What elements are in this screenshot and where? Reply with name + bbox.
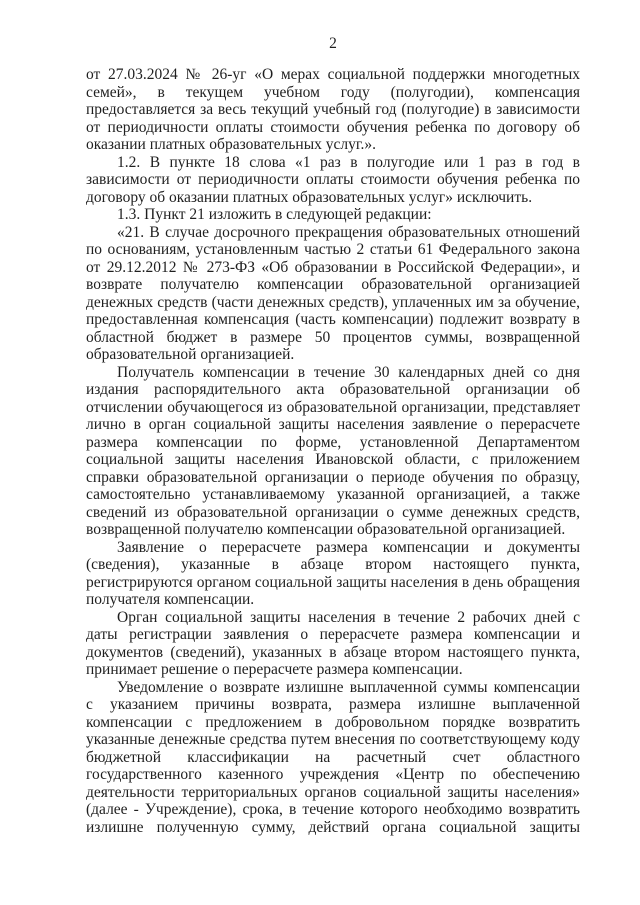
text-line: денежных средств (части денежных средств), уплаченных им за обучение, <box>86 293 580 311</box>
paragraph <box>86 224 580 364</box>
paragraph <box>86 364 580 539</box>
text-line: оказании платных образовательных услуг.». <box>86 136 376 153</box>
text-line: предоставляется за весь текущий учебный год (полугодие) в зависимости <box>86 101 580 118</box>
text-line: регистрируются органом социальной защиты населения в день обращения <box>86 573 580 591</box>
text-line: сведений из образовательной организации о сумме денежных средств, <box>86 503 580 521</box>
text-line: бюджетной классификации на расчетный счет областного <box>86 748 580 766</box>
text-line: 1.3. Пункт 21 изложить в следующей редакции: <box>117 206 432 223</box>
text-line: Уведомление о возврате излишне выплаченной суммы компенсации <box>117 678 580 696</box>
text-line: отчислении обучающегося из образовательной организации, представляет <box>86 398 580 416</box>
text-line: 1.2. В пункте 18 слова «1 раз в полугодие или 1 раз в год в <box>117 153 580 171</box>
text-line: лично в орган социальной защиты населения заявление о перерасчете <box>86 416 580 433</box>
text-line: возврате получателю компенсации образовательной организацией <box>86 276 580 293</box>
text-line: деятельности территориальных органов социальной защиты населения» <box>86 783 580 801</box>
text-line: указанные денежные средства путем внесения по соответствующему коду <box>86 731 580 748</box>
text-line: даты регистрации заявления о перерасчете размера компенсации и <box>86 626 580 643</box>
text-line: принимает решение о перерасчете размера компенсации. <box>86 661 463 678</box>
paragraph <box>86 154 580 207</box>
paragraph <box>86 679 580 837</box>
text-line: (сведения), указанные в абзаце втором настоящего пункта, <box>86 556 580 573</box>
paragraph <box>86 609 580 679</box>
text-line: размера компенсации по форме, установленной Департаментом <box>86 433 580 451</box>
text-line: излишне полученную сумму, действий органа социальной защиты <box>86 818 580 836</box>
text-line: Заявление о перерасчете размера компенсации и документы <box>117 538 580 556</box>
text-line: образовательной организацией. <box>86 346 295 363</box>
text-line: «21. В случае досрочного прекращения образовательных отношений <box>117 223 580 241</box>
text-line: Орган социальной защиты населения в течение 2 рабочих дней с <box>117 608 580 626</box>
text-line: получателя компенсации. <box>86 591 255 608</box>
text-line: справки образовательной организации о периоде обучения по образцу, <box>86 468 580 486</box>
page-number: 2 <box>329 35 337 52</box>
text-line: договору об оказании платных образовательных услуг» исключить. <box>86 188 533 206</box>
text-line: (далее - Учреждение), срока, в течение которого необходимо возвратить <box>86 801 580 818</box>
text-line: самостоятельно устанавливаемому указанной организацией, а также <box>86 486 580 503</box>
text-line: Получатель компенсации в течение 30 календарных дней со дня <box>117 363 580 381</box>
text-line: от периодичности оплаты стоимости обучения ребенка по договору об <box>86 118 580 136</box>
text-line: социальной защиты населения Ивановской области, с приложением <box>86 451 580 468</box>
text-line: от 27.03.2024 № 26-уг «О мерах социальной поддержки многодетных <box>86 66 580 83</box>
text-line: компенсации с предложением в добровольном порядке возвратить <box>86 713 580 731</box>
text-line: государственного казенного учреждения «Центр по обеспечению <box>86 766 580 783</box>
text-line: зависимости от периодичности оплаты стоимости обучения ребенка по <box>86 171 580 188</box>
paragraph <box>86 66 580 154</box>
text-line: с указанием причины возврата, размера излишне выплаченной <box>86 696 580 713</box>
document-body <box>86 66 580 836</box>
paragraph <box>86 206 580 224</box>
text-line: по основаниям, установленным частью 2 статьи 61 Федерального закона <box>86 241 580 258</box>
text-line: издания распорядительного акта образовательной организации об <box>86 381 580 398</box>
text-line: областной бюджет в размере 50 процентов суммы, возвращенной <box>86 328 580 346</box>
text-line: возвращенной получателю компенсации образовательной организацией. <box>86 521 566 538</box>
text-line: от 29.12.2012 № 273-ФЗ «Об образовании в Российской Федерации», и <box>86 258 580 276</box>
text-line: документов (сведений), указанных в абзаце втором настоящего пункта, <box>86 643 580 661</box>
paragraph <box>86 539 580 609</box>
text-line: предоставленная компенсация (часть компенсации) подлежит возврату в <box>86 311 580 328</box>
text-line: семей», в текущем учебном году (полугодии), компенсация <box>86 83 580 101</box>
